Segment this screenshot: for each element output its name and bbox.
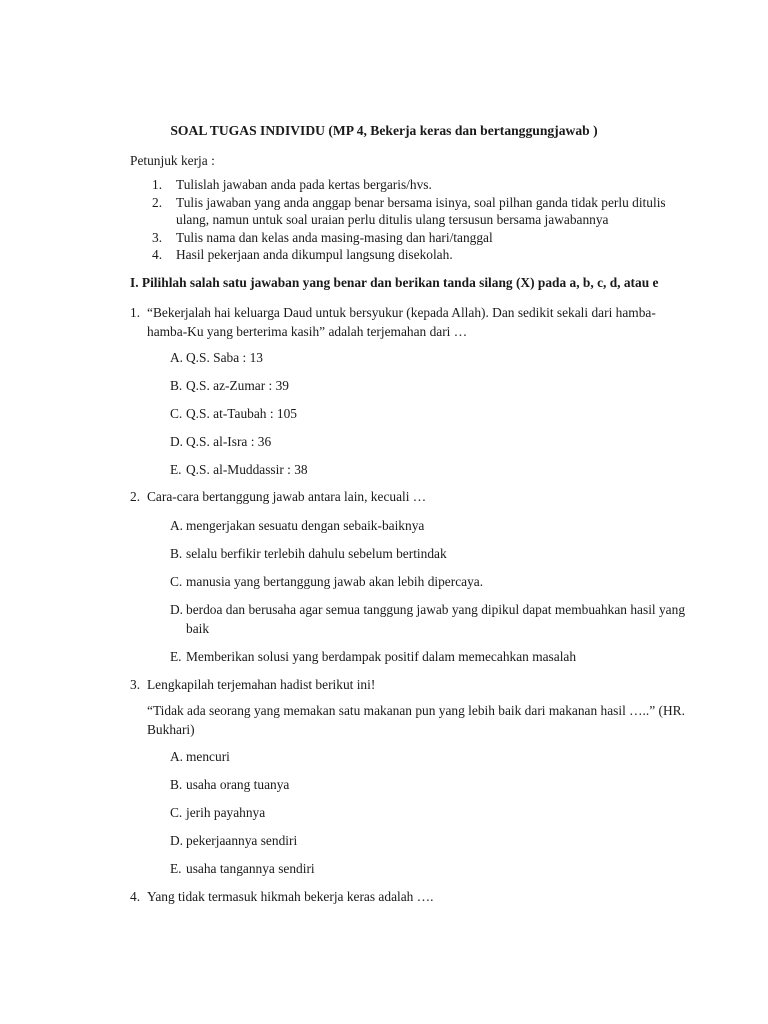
option-item — [170, 775, 690, 794]
document-title: SOAL TUGAS INDIVIDU (MP 4, Bekerja keras dan bertanggungjawab ) — [170, 123, 598, 138]
instruction-item — [130, 229, 690, 247]
instruction-number: 2. — [152, 194, 163, 210]
option-text: manusia yang bertanggung jawab akan lebih dipercaya. — [186, 574, 484, 589]
section-heading: I. Pilihlah salah satu jawaban yang benar dan berikan tanda silang (X) pada a, b, c, d, atau e — [130, 275, 659, 290]
instruction-text: Tulislah jawaban anda pada kertas bergaris/hvs. — [176, 177, 432, 192]
option-letter: B. — [170, 777, 183, 792]
option-text: Q.S. al-Isra : 36 — [186, 434, 272, 449]
instructions-list — [130, 176, 690, 264]
option-text: Q.S. Saba : 13 — [186, 350, 263, 365]
option-item — [170, 647, 690, 666]
option-letter: D. — [170, 434, 184, 449]
option-item — [170, 432, 690, 451]
instruction-text: Tulis jawaban yang anda anggap benar bersama isinya, soal pilhan ganda tidak perlu ditulis ulang, namun untuk soal uraian perlu ditulis ulang tersusun bersama jawabannya — [176, 194, 666, 227]
option-letter: A. — [170, 518, 184, 533]
option-item — [170, 859, 690, 878]
option-text: Q.S. at-Taubah : 105 — [186, 406, 298, 421]
option-item — [170, 516, 690, 535]
option-letter: E. — [170, 861, 182, 876]
option-letter: B. — [170, 546, 183, 561]
question-text: Yang tidak termasuk hikmah bekerja keras adalah …. — [147, 889, 434, 904]
hadith-quote: “Tidak ada seorang yang memakan satu makanan pun yang lebih baik dari makanan hasil …..” (HR. Bukhari) — [147, 703, 685, 737]
option-item — [170, 460, 690, 479]
option-item — [170, 348, 690, 367]
option-item — [170, 831, 690, 850]
option-text: mengerjakan sesuatu dengan sebaik-baiknya — [186, 518, 425, 533]
option-letter: C. — [170, 574, 183, 589]
option-item — [170, 600, 690, 638]
instruction-number: 1. — [152, 177, 163, 192]
question-2 — [130, 487, 690, 506]
option-letter: C. — [170, 406, 183, 421]
instructions-heading: Petunjuk kerja : — [130, 153, 215, 168]
option-text: jerih payahnya — [186, 805, 266, 820]
option-letter: A. — [170, 350, 184, 365]
option-letter: D. — [170, 833, 184, 848]
instruction-number: 3. — [152, 229, 163, 245]
option-letter: E. — [170, 649, 182, 664]
question-number: 4. — [130, 889, 141, 904]
instruction-text: Tulis nama dan kelas anda masing-masing dan hari/tanggal — [176, 229, 493, 245]
option-letter: D. — [170, 602, 184, 617]
option-text: pekerjaannya sendiri — [186, 833, 298, 848]
instruction-number: 4. — [152, 247, 163, 262]
option-item — [170, 404, 690, 423]
option-text: berdoa dan berusaha agar semua tanggung jawab yang dipikul dapat membuahkan hasil yang baik — [186, 602, 686, 636]
option-item — [170, 376, 690, 395]
option-text: mencuri — [186, 749, 230, 764]
option-item — [170, 572, 690, 591]
question-text: “Bekerjalah hai keluarga Daud untuk bersyukur (kepada Allah). Dan sedikit sekali dari hamba-hamba-Ku yang berterima kasih” adalah terjemahan dari … — [147, 305, 656, 339]
option-letter: A. — [170, 749, 184, 764]
option-item — [170, 747, 690, 766]
option-text: usaha tangannya sendiri — [186, 861, 315, 876]
option-letter: C. — [170, 805, 183, 820]
instruction-item — [130, 176, 690, 194]
question-number: 3. — [130, 677, 141, 692]
option-letter: E. — [170, 462, 182, 477]
option-text: Q.S. al-Muddassir : 38 — [186, 462, 308, 477]
question-1 — [130, 303, 690, 341]
option-text: Q.S. az-Zumar : 39 — [186, 378, 290, 393]
option-item — [170, 544, 690, 563]
question-3 — [130, 675, 690, 694]
option-item — [170, 803, 690, 822]
option-letter: B. — [170, 378, 183, 393]
instruction-item — [130, 246, 690, 264]
question-number: 2. — [130, 489, 141, 504]
question-number: 1. — [130, 305, 141, 320]
question-text: Cara-cara bertanggung jawab antara lain, kecuali … — [147, 489, 427, 504]
instruction-item — [130, 194, 690, 229]
question-4 — [130, 887, 690, 906]
question-text: Lengkapilah terjemahan hadist berikut ini! — [147, 677, 376, 692]
option-text: usaha orang tuanya — [186, 777, 290, 792]
instruction-text: Hasil pekerjaan anda dikumpul langsung disekolah. — [176, 247, 453, 262]
option-text: Memberikan solusi yang berdampak positif dalam memecahkan masalah — [186, 649, 577, 664]
option-text: selalu berfikir terlebih dahulu sebelum bertindak — [186, 546, 447, 561]
